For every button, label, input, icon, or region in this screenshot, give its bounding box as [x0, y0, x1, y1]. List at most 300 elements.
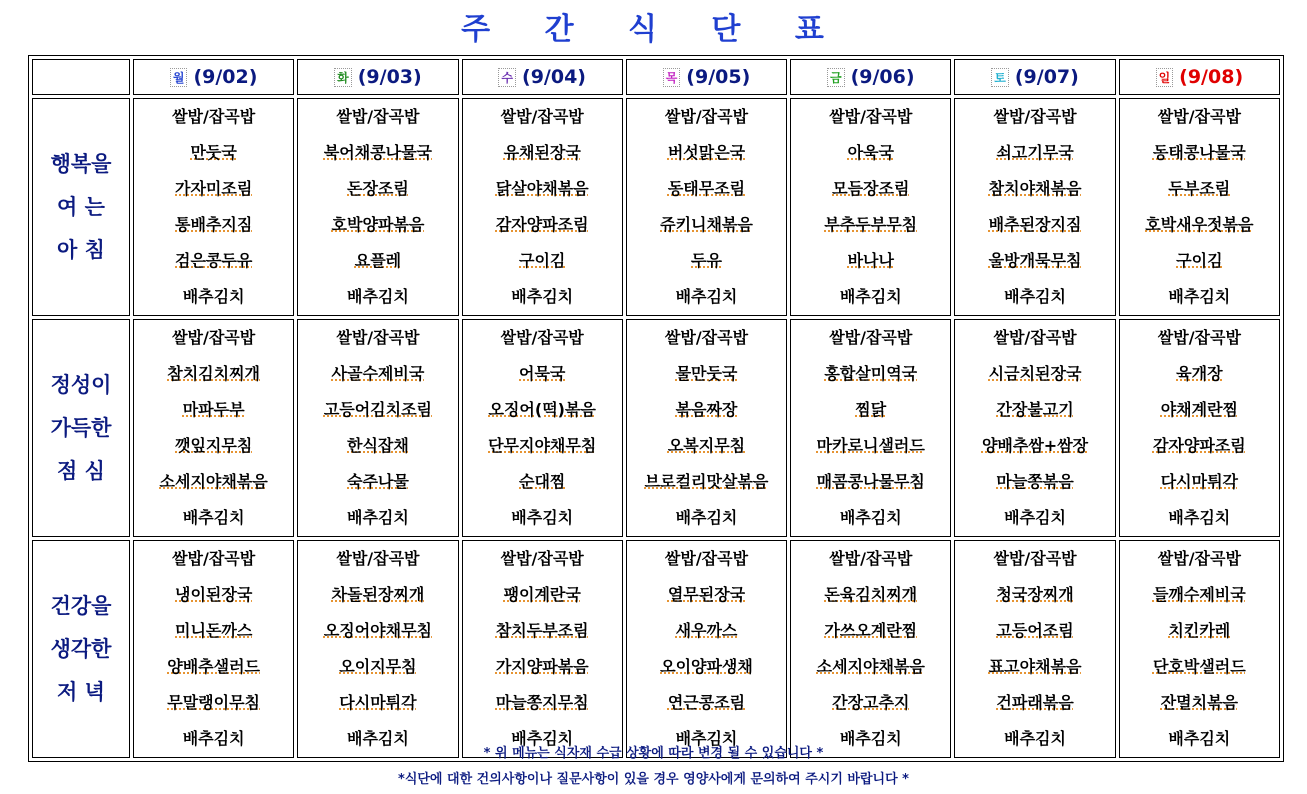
- menu-cell: [626, 540, 787, 758]
- menu-item-text: 배추김치: [1004, 508, 1066, 527]
- menu-item: [627, 279, 786, 315]
- menu-item: [1120, 99, 1279, 135]
- menu-item-text: 쌀밥/잡곡밥: [993, 107, 1077, 126]
- day-date: (9/06): [850, 66, 915, 88]
- menu-item: [791, 135, 950, 171]
- menu-item: [627, 320, 786, 356]
- meal-label-breakfast: [32, 98, 130, 316]
- menu-item: [791, 320, 950, 356]
- day-date: (9/08): [1179, 66, 1244, 88]
- menu-cell: [297, 540, 458, 758]
- menu-item: [955, 99, 1114, 135]
- menu-item: [134, 613, 293, 649]
- menu-item-text: 아욱국: [847, 143, 894, 162]
- menu-item-text: 쇠고기무국: [996, 143, 1074, 162]
- menu-item-text: 배추김치: [347, 729, 409, 748]
- day-header: [790, 59, 951, 95]
- menu-item-text: 차돌된장찌개: [331, 585, 425, 604]
- menu-item-text: 미니돈까스: [175, 621, 253, 640]
- menu-cell: [133, 540, 294, 758]
- menu-item-text: 고등어김치조림: [323, 400, 433, 419]
- menu-item-text: 요플레: [354, 251, 402, 270]
- menu-item-text: 깻잎지무침: [175, 436, 253, 455]
- menu-item: [298, 135, 457, 171]
- menu-item-text: 쌀밥/잡곡밥: [500, 549, 584, 568]
- menu-item-text: 가쓰오계란찜: [824, 621, 918, 640]
- menu-item: [627, 428, 786, 464]
- menu-item-text: 매콤콩나물무침: [816, 472, 925, 491]
- menu-item-text: 시금치된장국: [988, 364, 1082, 383]
- day-icon: 목: [663, 68, 681, 87]
- menu-item-text: 소세지야채볶음: [816, 657, 925, 676]
- day-icon: 화: [334, 68, 352, 87]
- menu-cell: [297, 98, 458, 316]
- menu-item: [627, 541, 786, 577]
- menu-item: [134, 279, 293, 315]
- menu-item-text: 잔멸치볶음: [1160, 693, 1238, 712]
- menu-item-text: 쌀밥/잡곡밥: [993, 549, 1077, 568]
- meal-label-line: 정성이: [50, 372, 112, 397]
- menu-item-text: 배추김치: [1004, 729, 1066, 748]
- menu-item: [627, 207, 786, 243]
- meal-label-line: 점 심: [57, 458, 105, 483]
- menu-item: [791, 500, 950, 536]
- menu-item: [134, 577, 293, 613]
- meal-label-line: 저 녁: [57, 679, 105, 704]
- menu-item-text: 북어채콩나물국: [323, 143, 433, 162]
- menu-item-text: 쌀밥/잡곡밥: [993, 328, 1077, 347]
- menu-item-text: 고등어조림: [996, 621, 1074, 640]
- menu-item-text: 돈장조림: [347, 179, 409, 198]
- menu-item-text: 간장고추지: [832, 693, 910, 712]
- menu-item: [955, 541, 1114, 577]
- menu-item: [298, 649, 457, 685]
- menu-item: [298, 613, 457, 649]
- menu-item: [463, 320, 622, 356]
- menu-item: [791, 392, 950, 428]
- menu-item: [627, 243, 786, 279]
- menu-item-text: 배추김치: [839, 729, 902, 748]
- menu-item-text: 소세지야채볶음: [159, 472, 268, 491]
- menu-item-text: 구이김: [519, 251, 566, 270]
- menu-item-text: 배추김치: [182, 508, 245, 527]
- menu-item-text: 참치야채볶음: [988, 179, 1082, 198]
- menu-item: [955, 320, 1114, 356]
- menu-cell: [626, 98, 787, 316]
- menu-item: [463, 500, 622, 536]
- meal-row-dinner: [32, 540, 1280, 758]
- menu-item-text: 버섯맑은국: [667, 143, 746, 162]
- menu-item-text: 두유: [691, 251, 722, 270]
- menu-item: [134, 685, 293, 721]
- menu-item-text: 배추김치: [839, 508, 902, 527]
- menu-cell: [1119, 540, 1280, 758]
- menu-item-text: 바나나: [847, 251, 894, 270]
- menu-item-text: 양배추샐러드: [167, 657, 261, 676]
- menu-item: [1120, 279, 1279, 315]
- menu-item-text: 다시마튀각: [339, 693, 417, 712]
- menu-item: [1120, 171, 1279, 207]
- menu-item-text: 쌀밥/잡곡밥: [1157, 328, 1241, 347]
- menu-cell: [954, 319, 1115, 537]
- menu-item: [134, 99, 293, 135]
- page-title: 주 간 식 단 표: [461, 12, 846, 47]
- menu-item: [627, 500, 786, 536]
- menu-item: [1120, 541, 1279, 577]
- menu-item: [1120, 207, 1279, 243]
- menu-item: [463, 613, 622, 649]
- menu-cell: [790, 540, 951, 758]
- menu-item-text: 배추김치: [511, 287, 574, 306]
- menu-item-text: 감자양파조림: [1152, 436, 1246, 455]
- menu-item-text: 배추김치: [1168, 729, 1231, 748]
- menu-item-text: 가자미조림: [175, 179, 253, 198]
- menu-item: [134, 500, 293, 536]
- menu-item-text: 육개장: [1176, 364, 1223, 383]
- menu-item: [298, 500, 457, 536]
- menu-item: [627, 577, 786, 613]
- menu-item-text: 배추김치: [839, 287, 902, 306]
- menu-item-text: 참치두부조림: [495, 621, 589, 640]
- menu-item-text: 두부조림: [1168, 179, 1231, 198]
- menu-item: [627, 356, 786, 392]
- menu-item-text: 열무된장국: [667, 585, 746, 604]
- menu-item: [298, 320, 457, 356]
- menu-item-text: 간장불고기: [996, 400, 1074, 419]
- menu-item: [134, 649, 293, 685]
- menu-item: [791, 428, 950, 464]
- day-icon: 토: [991, 68, 1009, 87]
- notice-line-2: *식단에 대한 건의사항이나 질문사항이 있을 경우 영양사에게 문의하여 주시기 바랍니다 *: [398, 772, 909, 787]
- menu-item: [463, 171, 622, 207]
- menu-item: [791, 685, 950, 721]
- menu-item-text: 순대찜: [519, 472, 566, 491]
- menu-item-text: 호박양파볶음: [331, 215, 425, 234]
- menu-cell: [462, 540, 623, 758]
- menu-item-text: 호박새우젓볶음: [1145, 215, 1254, 234]
- day-header: [462, 59, 623, 95]
- day-date: (9/03): [357, 66, 422, 88]
- menu-cell: [462, 319, 623, 537]
- menu-item-text: 쌀밥/잡곡밥: [336, 107, 420, 126]
- menu-item: [1120, 613, 1279, 649]
- menu-item-text: 만둣국: [190, 143, 237, 162]
- menu-item: [463, 428, 622, 464]
- menu-item-text: 오이지무침: [339, 657, 417, 676]
- menu-item: [463, 541, 622, 577]
- day-header: [297, 59, 458, 95]
- menu-cell: [790, 319, 951, 537]
- meal-label-line: 생각한: [50, 636, 112, 661]
- day-icon: 월: [170, 68, 188, 87]
- menu-item: [298, 428, 457, 464]
- menu-cell: [133, 319, 294, 537]
- menu-item: [791, 464, 950, 500]
- day-date: (9/04): [522, 66, 586, 88]
- menu-cell: [297, 319, 458, 537]
- menu-item-text: 표고야채볶음: [988, 657, 1082, 676]
- menu-item: [134, 243, 293, 279]
- menu-item-text: 돈육김치찌개: [824, 585, 918, 604]
- menu-item-text: 쌀밥/잡곡밥: [336, 549, 420, 568]
- menu-item: [791, 613, 950, 649]
- menu-item-text: 유채된장국: [503, 143, 581, 162]
- menu-item-text: 연근콩조림: [667, 693, 746, 712]
- menu-item-text: 배추김치: [1004, 287, 1066, 306]
- menu-item-text: 쌀밥/잡곡밥: [172, 107, 256, 126]
- menu-item-text: 쌀밥/잡곡밥: [664, 549, 749, 568]
- menu-item-text: 오징어(떡)볶음: [488, 400, 596, 419]
- meal-label-line: 건강을: [50, 593, 112, 618]
- menu-item: [463, 464, 622, 500]
- menu-item-text: 치킨카레: [1168, 621, 1231, 640]
- menu-item-text: 사골수제비국: [331, 364, 425, 383]
- menu-item: [791, 541, 950, 577]
- meal-label-lunch: [32, 319, 130, 537]
- menu-item-text: 참치김치찌개: [167, 364, 261, 383]
- menu-cell: [626, 319, 787, 537]
- menu-item: [791, 171, 950, 207]
- menu-cell: [462, 98, 623, 316]
- menu-item: [298, 392, 457, 428]
- menu-cell: [954, 540, 1115, 758]
- menu-item: [463, 135, 622, 171]
- menu-item-text: 닭살야채볶음: [495, 179, 589, 198]
- menu-item-text: 부추두부무침: [824, 215, 918, 234]
- menu-item-text: 배추김치: [675, 729, 738, 748]
- menu-item: [1120, 135, 1279, 171]
- menu-item-text: 숙주나물: [347, 472, 409, 491]
- menu-item: [955, 500, 1114, 536]
- menu-item: [134, 320, 293, 356]
- menu-item-text: 오복지무침: [667, 436, 746, 455]
- day-header: [133, 59, 294, 95]
- menu-item-text: 오이양파생채: [660, 657, 753, 676]
- menu-item-text: 다시마튀각: [1160, 472, 1238, 491]
- menu-item: [298, 541, 457, 577]
- meal-row-breakfast: [32, 98, 1280, 316]
- menu-item-text: 배추김치: [182, 729, 245, 748]
- menu-item: [955, 207, 1114, 243]
- menu-item: [134, 171, 293, 207]
- menu-item: [627, 685, 786, 721]
- menu-item: [955, 577, 1114, 613]
- menu-item: [298, 99, 457, 135]
- weekly-menu-table: [28, 55, 1284, 762]
- menu-item: [463, 577, 622, 613]
- menu-item-text: 통배추지짐: [175, 215, 253, 234]
- menu-item: [298, 243, 457, 279]
- menu-item-text: 동태무조림: [667, 179, 746, 198]
- menu-item: [627, 392, 786, 428]
- menu-item-text: 배추김치: [182, 287, 245, 306]
- menu-item: [463, 207, 622, 243]
- menu-item: [298, 356, 457, 392]
- menu-item: [298, 685, 457, 721]
- menu-item-text: 배추된장지짐: [988, 215, 1082, 234]
- day-icon: 금: [827, 68, 845, 87]
- menu-item-text: 볶음짜장: [675, 400, 738, 419]
- menu-item-text: 배추김치: [1168, 508, 1231, 527]
- menu-item: [298, 207, 457, 243]
- day-icon: 일: [1156, 68, 1174, 87]
- menu-item: [298, 464, 457, 500]
- menu-item-text: 쌀밥/잡곡밥: [829, 107, 913, 126]
- menu-item: [955, 464, 1114, 500]
- menu-item: [1120, 464, 1279, 500]
- menu-item: [955, 243, 1114, 279]
- menu-item: [955, 649, 1114, 685]
- menu-item-text: 쌀밥/잡곡밥: [1157, 549, 1241, 568]
- menu-item: [134, 135, 293, 171]
- menu-item-text: 구이김: [1176, 251, 1223, 270]
- day-header: [626, 59, 787, 95]
- meal-label-line: 가득한: [50, 415, 112, 440]
- menu-item: [298, 171, 457, 207]
- menu-item-text: 마늘쫑볶음: [996, 472, 1074, 491]
- menu-item: [1120, 320, 1279, 356]
- menu-item-text: 단무지야채무침: [488, 436, 597, 455]
- menu-cell: [790, 98, 951, 316]
- menu-item-text: 배추김치: [347, 287, 409, 306]
- day-header: [954, 59, 1115, 95]
- menu-item: [791, 279, 950, 315]
- menu-cell: [954, 98, 1115, 316]
- menu-item: [463, 243, 622, 279]
- menu-item-text: 쌀밥/잡곡밥: [172, 328, 256, 347]
- menu-item: [1120, 577, 1279, 613]
- menu-item-text: 쌀밥/잡곡밥: [500, 328, 584, 347]
- menu-item-text: 브로컬리맛살볶음: [644, 472, 769, 491]
- menu-item-text: 쥬키니채볶음: [660, 215, 753, 234]
- menu-item-text: 배추김치: [675, 287, 738, 306]
- day-date: (9/07): [1014, 66, 1079, 88]
- menu-item-text: 배추김치: [511, 508, 574, 527]
- menu-item: [791, 577, 950, 613]
- menu-item-text: 검은콩두유: [175, 251, 253, 270]
- menu-item-text: 냉이된장국: [175, 585, 253, 604]
- menu-item-text: 건파래볶음: [996, 693, 1074, 712]
- day-header: [1119, 59, 1280, 95]
- menu-item: [134, 207, 293, 243]
- menu-item-text: 쌀밥/잡곡밥: [1157, 107, 1241, 126]
- menu-item-text: 모듬장조림: [832, 179, 910, 198]
- menu-item-text: 물만둣국: [675, 364, 738, 383]
- menu-item-text: 쌀밥/잡곡밥: [829, 328, 913, 347]
- menu-item-text: 한식잡채: [347, 436, 409, 455]
- menu-item: [1120, 685, 1279, 721]
- menu-item: [627, 171, 786, 207]
- meal-label-dinner: [32, 540, 130, 758]
- menu-item: [134, 392, 293, 428]
- menu-item-text: 배추김치: [1168, 287, 1231, 306]
- menu-item-text: 쌀밥/잡곡밥: [336, 328, 420, 347]
- menu-item: [463, 649, 622, 685]
- menu-item: [627, 99, 786, 135]
- menu-item-text: 마파두부: [182, 400, 245, 419]
- menu-item: [791, 243, 950, 279]
- menu-item: [791, 356, 950, 392]
- menu-cell: [1119, 319, 1280, 537]
- menu-item: [298, 577, 457, 613]
- menu-item: [1120, 428, 1279, 464]
- menu-item-text: 양배추쌈+쌈장: [981, 436, 1089, 455]
- menu-item-text: 배추김치: [511, 729, 574, 748]
- menu-item-text: 무말랭이무침: [167, 693, 261, 712]
- meal-label-line: 여 는: [57, 194, 105, 219]
- menu-item-text: 쌀밥/잡곡밥: [664, 107, 749, 126]
- menu-item: [298, 279, 457, 315]
- menu-item-text: 쌀밥/잡곡밥: [664, 328, 749, 347]
- meal-row-lunch: [32, 319, 1280, 537]
- corner-cell: [32, 59, 130, 95]
- menu-item-text: 배추김치: [675, 508, 738, 527]
- menu-item-text: 동태콩나물국: [1152, 143, 1246, 162]
- menu-item-text: 찜닭: [855, 400, 887, 419]
- menu-item-text: 어묵국: [519, 364, 566, 383]
- menu-item-text: 쌀밥/잡곡밥: [172, 549, 256, 568]
- menu-item: [463, 356, 622, 392]
- menu-item: [1120, 243, 1279, 279]
- menu-item: [627, 649, 786, 685]
- menu-item-text: 야채계란찜: [1160, 400, 1238, 419]
- menu-item: [955, 135, 1114, 171]
- menu-item: [955, 613, 1114, 649]
- day-date: (9/02): [193, 66, 258, 88]
- menu-item-text: 가지양파볶음: [495, 657, 589, 676]
- menu-item-text: 마카로니샐러드: [816, 436, 925, 455]
- menu-item: [463, 392, 622, 428]
- menu-item-text: 감자양파조림: [495, 215, 589, 234]
- menu-item: [791, 649, 950, 685]
- meal-label-line: 아 침: [57, 237, 105, 262]
- menu-item-text: 쌀밥/잡곡밥: [500, 107, 584, 126]
- menu-cell: [133, 98, 294, 316]
- menu-item: [627, 135, 786, 171]
- menu-item: [955, 428, 1114, 464]
- menu-item: [134, 464, 293, 500]
- menu-item-text: 울방개묵무침: [988, 251, 1082, 270]
- meal-label-line: 행복을: [50, 151, 112, 176]
- menu-item-text: 단호박샐러드: [1152, 657, 1246, 676]
- menu-item-text: 배추김치: [347, 508, 409, 527]
- menu-item: [955, 356, 1114, 392]
- menu-item-text: 팽이계란국: [503, 585, 581, 604]
- menu-item: [463, 279, 622, 315]
- day-date: (9/05): [686, 66, 751, 88]
- menu-item: [627, 613, 786, 649]
- day-header-row: [32, 59, 1280, 95]
- menu-item-text: 오징어야채무침: [323, 621, 433, 640]
- menu-item: [134, 428, 293, 464]
- menu-item: [1120, 649, 1279, 685]
- menu-item-text: 들깨수제비국: [1152, 585, 1246, 604]
- menu-item: [1120, 356, 1279, 392]
- menu-cell: [1119, 98, 1280, 316]
- menu-item: [463, 685, 622, 721]
- menu-item: [134, 356, 293, 392]
- menu-item: [955, 171, 1114, 207]
- menu-item-text: 새우까스: [675, 621, 738, 640]
- menu-item: [955, 392, 1114, 428]
- menu-item-text: 청국장찌개: [996, 585, 1074, 604]
- menu-item: [1120, 392, 1279, 428]
- menu-item: [134, 541, 293, 577]
- menu-item: [791, 99, 950, 135]
- menu-item: [791, 207, 950, 243]
- notice-line-1: * 위 메뉴는 식자재 수급 상황에 따라 변경 될 수 있습니다 *: [483, 746, 824, 761]
- menu-item: [955, 279, 1114, 315]
